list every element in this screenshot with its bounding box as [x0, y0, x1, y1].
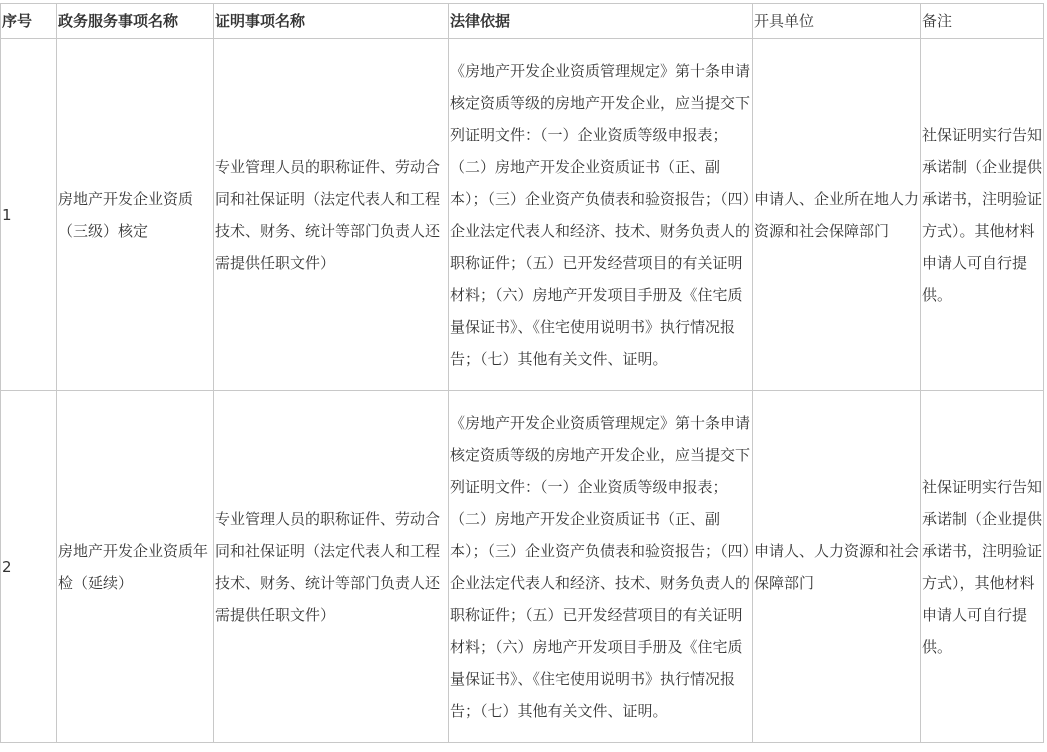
cell-legal-basis: 《房地产开发企业资质管理规定》第十条申请核定资质等级的房地产开发企业，应当提交下列证明文件：（一）企业资质等级申报表；（二）房地产开发企业资质证书（正、副本）；（三）企业资产负债表和验资报告；（四）企业法定代表人和经济、技术、财务负责人的职称证件；（五）已开发经营项目的有关证明材料；（六）房地产开发项目手册及《住宅质量保证书》、《住宅使用说明书》执行情况报告；（七）其他有关文件、证明。	[449, 391, 753, 743]
cell-seq: 2	[1, 391, 57, 743]
cell-legal-basis: 《房地产开发企业资质管理规定》第十条申请核定资质等级的房地产开发企业，应当提交下列证明文件：（一）企业资质等级申报表；（二）房地产开发企业资质证书（正、副本）；（三）企业资产负债表和验资报告；（四）企业法定代表人和经济、技术、财务负责人的职称证件；（五）已开发经营项目的有关证明材料；（六）房地产开发项目手册及《住宅质量保证书》、《住宅使用说明书》执行情况报告；（七）其他有关文件、证明。	[449, 39, 753, 391]
table-row	[1, 391, 1044, 743]
proof-items-table	[0, 3, 1044, 743]
cell-remarks: 社保证明实行告知承诺制（企业提供承诺书，注明验证方式），其他材料申请人可自行提供。	[921, 391, 1044, 743]
cell-service-name: 房地产开发企业资质（三级）核定	[57, 39, 214, 391]
cell-proof-name: 专业管理人员的职称证件、劳动合同和社保证明（法定代表人和工程技术、财务、统计等部门负责人还需提供任职文件）	[214, 39, 449, 391]
cell-issuing-unit: 申请人、人力资源和社会保障部门	[753, 391, 921, 743]
table-row	[1, 39, 1044, 391]
header-issuing-unit: 开具单位	[753, 4, 921, 39]
cell-remarks: 社保证明实行告知承诺制（企业提供承诺书，注明验证方式）。其他材料申请人可自行提供。	[921, 39, 1044, 391]
cell-seq: 1	[1, 39, 57, 391]
header-seq: 序号	[1, 4, 57, 39]
header-legal-basis: 法律依据	[449, 4, 753, 39]
cell-issuing-unit: 申请人、企业所在地人力资源和社会保障部门	[753, 39, 921, 391]
header-service-name: 政务服务事项名称	[57, 4, 214, 39]
header-proof-name: 证明事项名称	[214, 4, 449, 39]
header-remarks: 备注	[921, 4, 1044, 39]
cell-proof-name: 专业管理人员的职称证件、劳动合同和社保证明（法定代表人和工程技术、财务、统计等部门负责人还需提供任职文件）	[214, 391, 449, 743]
table-header-row	[1, 4, 1044, 39]
cell-service-name: 房地产开发企业资质年检（延续）	[57, 391, 214, 743]
